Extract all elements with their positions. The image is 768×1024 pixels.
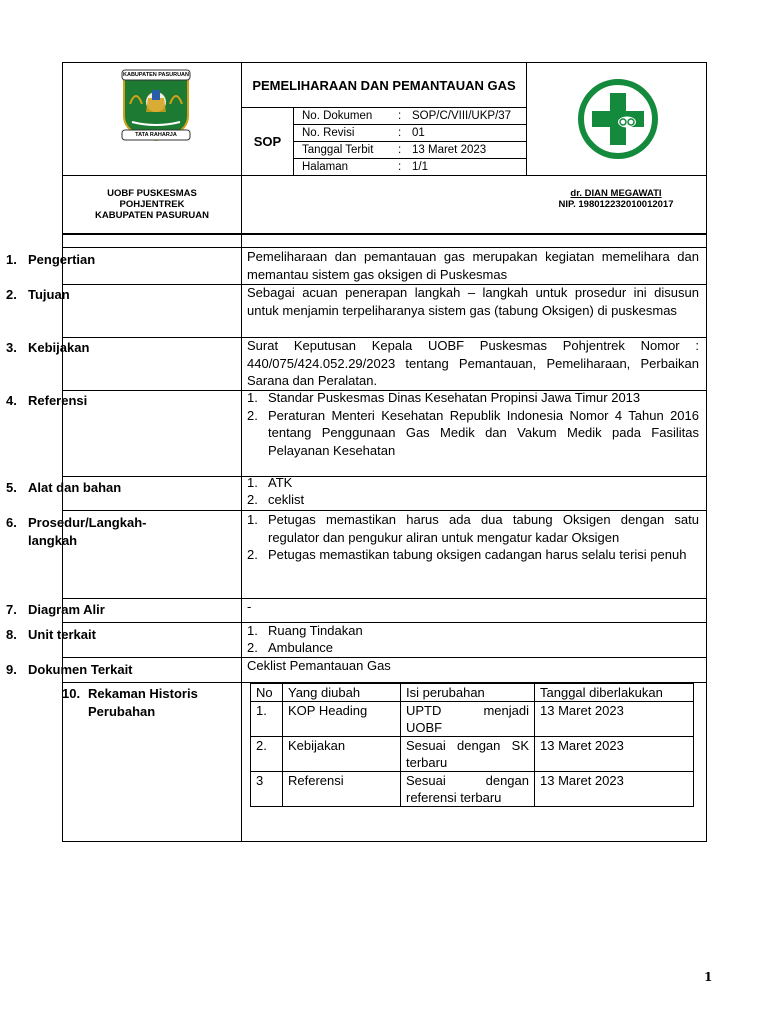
emblem-ribbon-bottom: TATA RAHARJA: [135, 132, 177, 138]
section-text-diagram: -: [247, 599, 252, 614]
list-item: 1. Standar Puskesmas Dinas Kesehatan Propinsi Jawa Timur 2013: [247, 390, 641, 405]
organization-name: UOBF PUSKESMAS POHJENTREK KABUPATEN PASURUAN: [95, 188, 209, 221]
section-label-unit: 8. Unit terkait: [6, 627, 96, 642]
kabupaten-emblem-icon: [116, 68, 196, 144]
table-header-row: No Yang diubah Isi perubahan Tanggal diberlakukan: [251, 684, 694, 702]
section-label-rekaman: 10. Rekaman Historis Perubahan: [62, 686, 198, 719]
meta-row: Halaman : 1/1: [302, 160, 428, 173]
section-label-kebijakan: 3. Kebijakan: [6, 340, 90, 355]
section-label-dokumen: 9. Dokumen Terkait: [6, 662, 133, 677]
section-text-tujuan: Sebagai acuan penerapan langkah – langkah untuk prosedur ini disusun untuk menjamin terpeliharanya sistem gas (tabung Oksigen) di puskesmas: [247, 285, 699, 318]
table-row: 3 Referensi Sesuai dengan referensi terbaru 13 Maret 2023: [251, 772, 694, 807]
list-item: 2. Peraturan Menteri Kesehatan Republik Indonesia Nomor 4 Tahun 2016 tentang Penggunaan Gas Medik dan Vakum Medik pada Fasilitas Pelayanan Kesehatan: [247, 407, 699, 458]
page-number: 1: [704, 970, 713, 984]
signer-block: [526, 188, 706, 210]
section-text-dokumen: Ceklist Pemantauan Gas: [247, 658, 391, 673]
section-list-alat: [247, 475, 699, 508]
section-label-prosedur: 6. Prosedur/Langkah- langkah: [6, 515, 147, 548]
section-label-tujuan: 2. Tujuan: [6, 287, 70, 302]
section-label-pengertian: 1. Pengertian: [6, 252, 96, 267]
emblem-ribbon-top: KABUPATEN PASURUAN: [123, 72, 189, 78]
section-list-referensi: [247, 389, 699, 459]
signer-nip: NIP. 198012232010012017: [558, 199, 674, 210]
section-text-pengertian: Pemeliharaan dan pemantauan gas merupakan kegiatan memelihara dan memantau sistem gas oksigen di Puskesmas: [247, 249, 699, 282]
section-text-kebijakan: Surat Keputusan Kepala UOBF Puskesmas Pohjentrek Nomor : 440/075/424.052.29/2023 tentang Pemantauan, Pemeliharaan, Perbaikan Sarana dan Peralatan.: [247, 338, 699, 388]
section-label-alat: 5. Alat dan bahan: [6, 480, 122, 495]
document-meta: [294, 107, 526, 175]
section-label-diagram: 7. Diagram Alir: [6, 602, 105, 617]
section-label-referensi: 4. Referensi: [6, 393, 88, 408]
list-item: 2. Petugas memastikan tabung oksigen cadangan harus selalu terisi penuh: [247, 547, 687, 562]
puskesmas-logo-icon: [577, 78, 659, 160]
list-item: 1. Petugas memastikan harus ada dua tabung Oksigen dengan satu regulator dan pengukur aliran untuk mengatur kadar Oksigen: [247, 512, 699, 545]
signer-name: dr. DIAN MEGAWATI: [570, 188, 662, 199]
list-item: 1. Ruang Tindakan: [247, 623, 363, 638]
list-item: 2. ceklist: [247, 491, 305, 507]
section-list-unit: [247, 622, 699, 656]
meta-row: No. Revisi : 01: [294, 124, 526, 142]
document-title: PEMELIHARAAN DAN PEMANTAUAN GAS: [252, 77, 516, 93]
section-list-prosedur: [247, 511, 699, 564]
revision-table: [250, 683, 694, 807]
meta-row: No. Dokumen : SOP/C/VIII/UKP/37: [294, 107, 526, 125]
table-row: 1. KOP Heading UPTD menjadi UOBF 13 Maret 2023: [251, 702, 694, 737]
list-item: 1. ATK: [247, 475, 293, 490]
table-row: 2. Kebijakan Sesuai dengan SK terbaru 13 Maret 2023: [251, 737, 694, 772]
sop-label: SOP: [253, 134, 282, 149]
list-item: 2. Ambulance: [247, 640, 334, 655]
meta-row: Tanggal Terbit : 13 Maret 2023: [294, 141, 526, 159]
